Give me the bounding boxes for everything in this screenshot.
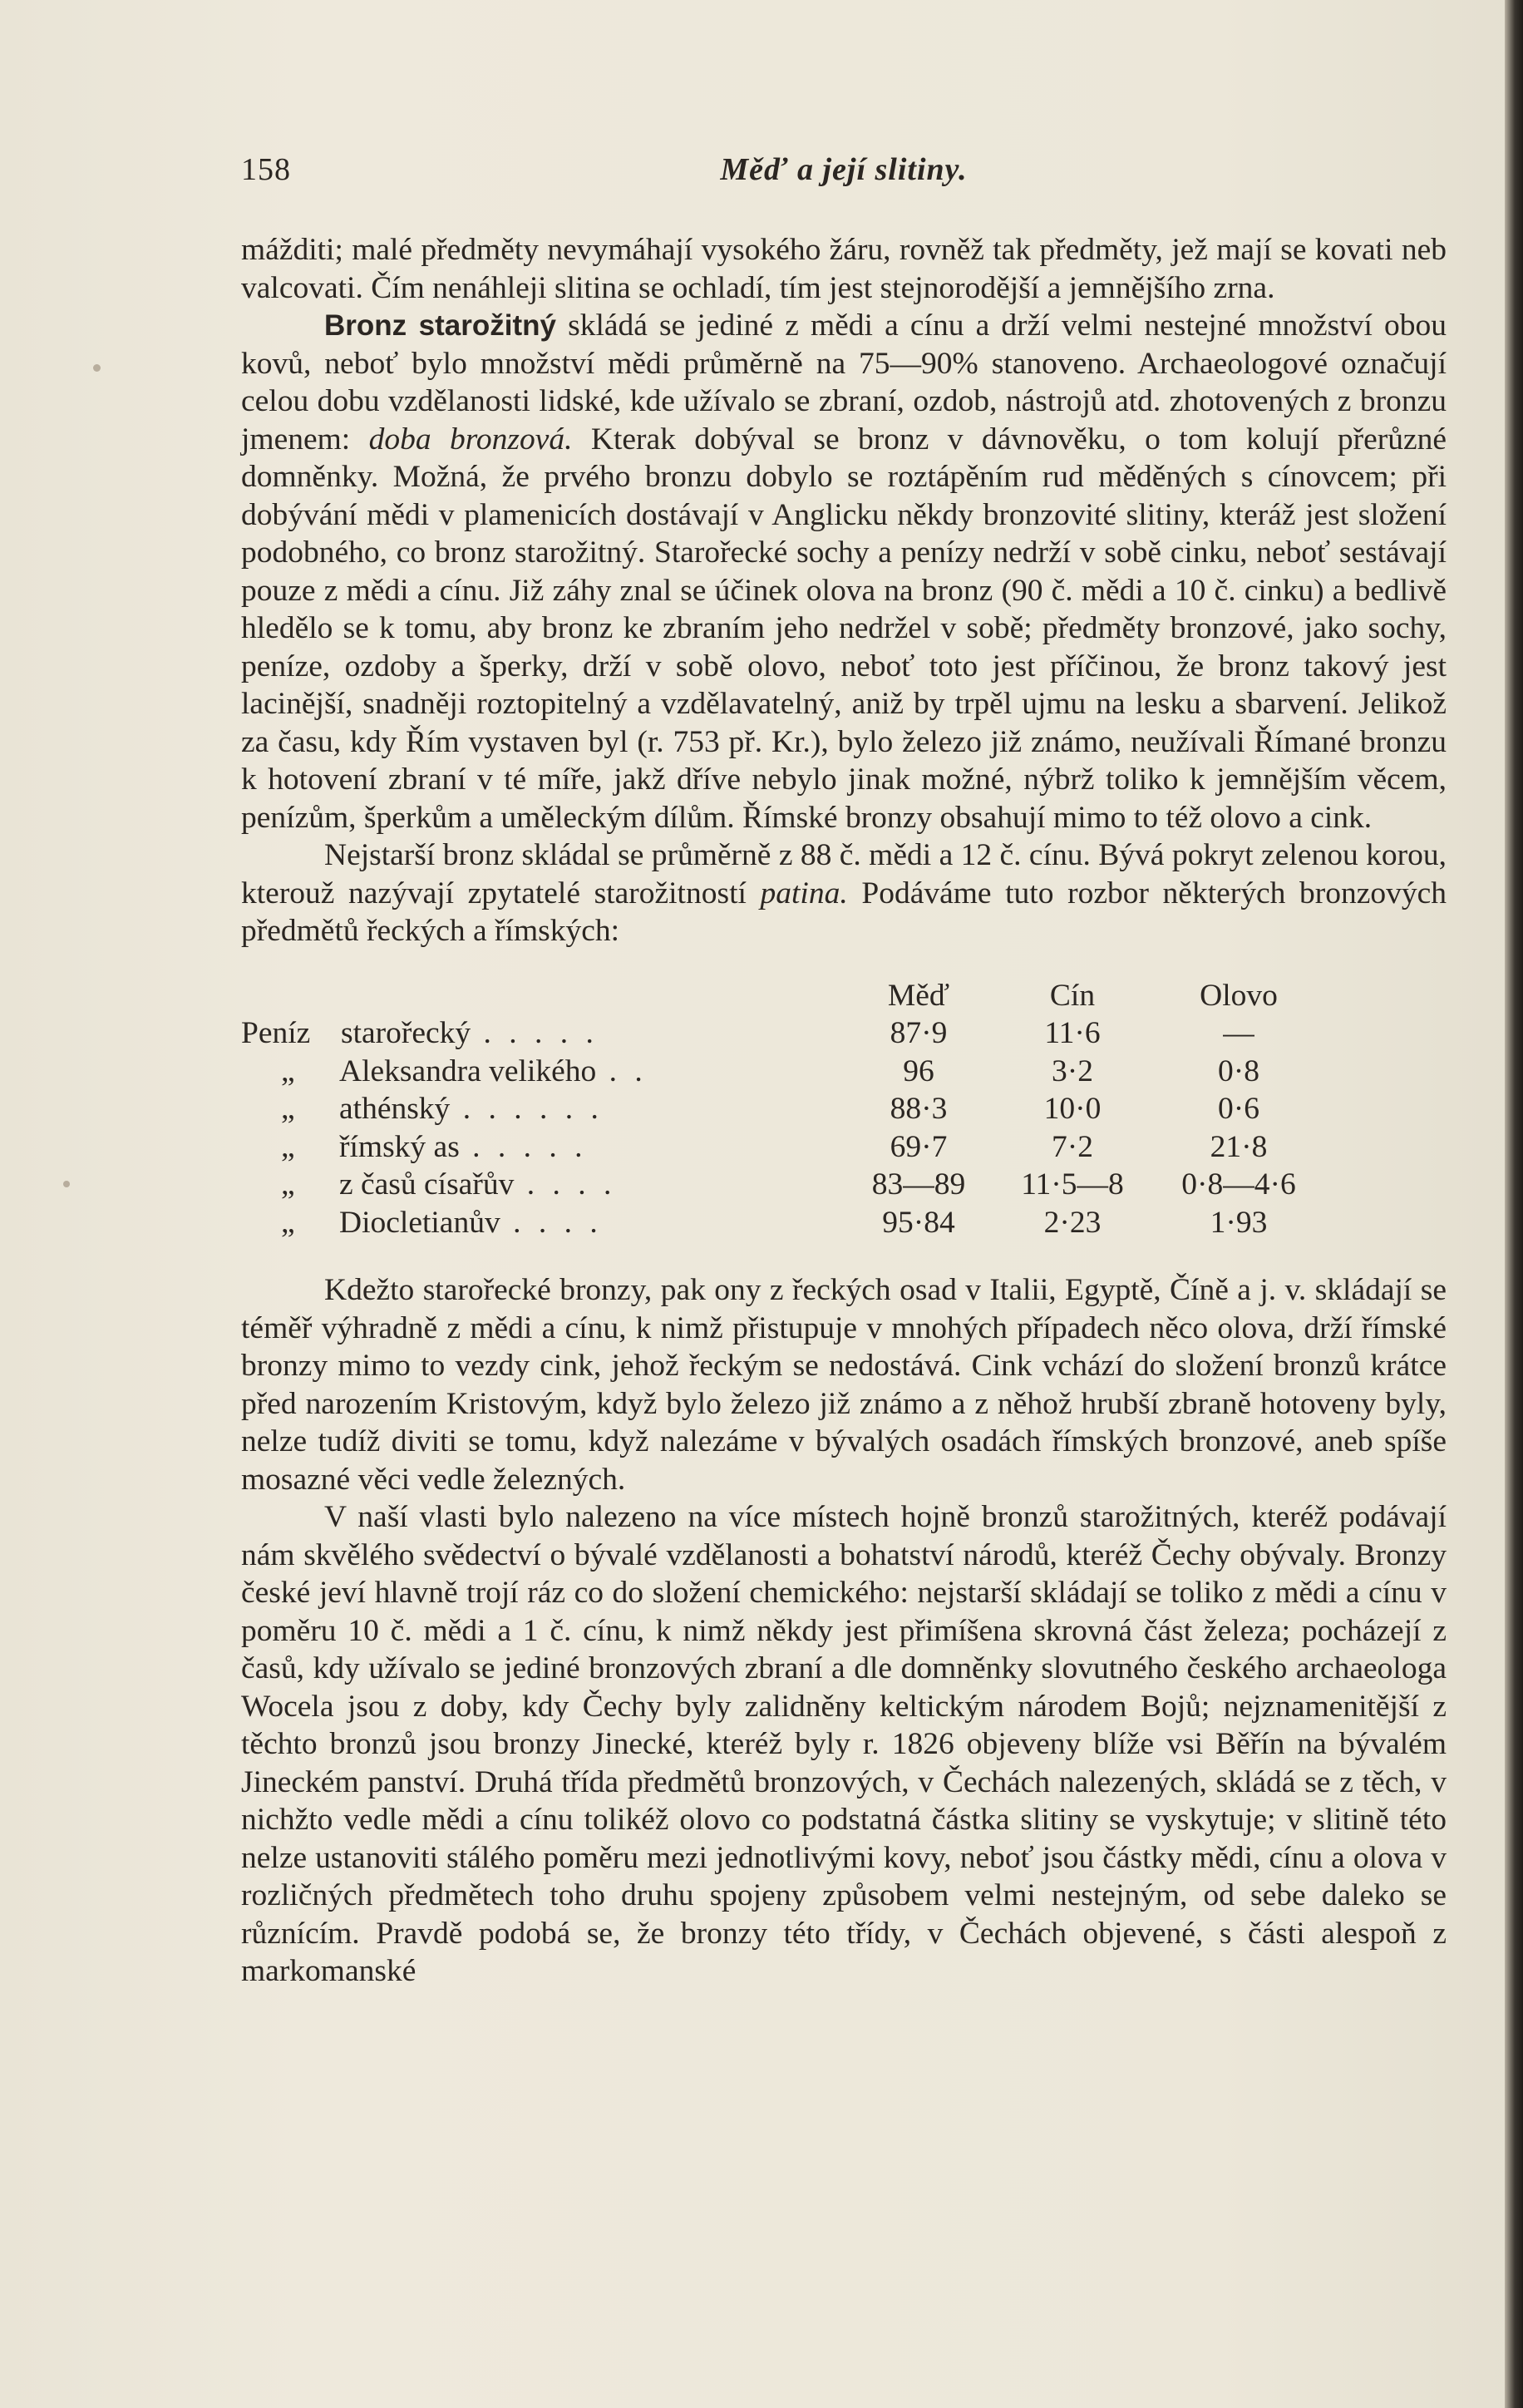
leader-dots: . . . .: [514, 1167, 617, 1202]
cell-tin: 2·23: [1043, 1205, 1102, 1240]
ditto-mark: „: [281, 1054, 295, 1088]
cell-copper: 69·7: [890, 1129, 948, 1164]
cell-lead: —: [1223, 1016, 1254, 1050]
leader-dots: . . . .: [500, 1205, 603, 1240]
cell-lead: 0·8: [1218, 1054, 1259, 1088]
leader-dots: . . . . .: [471, 1016, 599, 1050]
table-header-row: [241, 977, 1322, 1015]
term-bold: Bronz starožitný: [324, 309, 556, 342]
cell-tin: 7·2: [1052, 1129, 1093, 1164]
cell-copper: 88·3: [890, 1092, 948, 1126]
cell-tin: 11·6: [1044, 1016, 1101, 1050]
cell-copper: 87·9: [890, 1016, 948, 1050]
ditto-mark: „: [281, 1092, 295, 1126]
cell-lead: 1·93: [1210, 1205, 1268, 1240]
header-label: [241, 977, 848, 1015]
cell-lead: 21·8: [1210, 1129, 1268, 1164]
paper-blemish: [93, 364, 101, 372]
paragraph-1: mážditi; malé předměty nevymáhají vysokého žáru, rovněž tak předměty, jež mají se kovati neb valcovati. Čím nenáhleji slitina se ochladí, tím jest stejnorodější a jemnějšího zrna.: [241, 233, 1447, 305]
page-number: 158: [241, 152, 291, 187]
table-row: [241, 1014, 1322, 1053]
cell-tin: 10·0: [1043, 1092, 1102, 1126]
header-lead: Olovo: [1200, 978, 1278, 1013]
paragraph-5: V naší vlasti bylo nalezeno na více místech hojně bronzů starožitných, kteréž podávají nám skvělého svědectví o bývalé vzdělanosti a bohatství národů, kteréž Čechy obývaly. Bronzy české jeví hlavně trojí ráz co do složení chemického: nejstarší skládají se toliko z mědi a cínu v poměru 10 č. mědi a 1 č. cínu, k nimž někdy jest přimíšena skrovná část železa; pocházejí z časů, kdy užívalo se jediné bronzových zbraní a dle domněnky slovutného českého archaeologa Wocela jsou z doby, kdy Čechy byly zalidněny keltickým národem Bojů; nejznamenitější z těchto bronzů jsou bronzy Jinecké, kteréž byly r. 1826 objeveny blíže vsi Běřín na bývalém Jineckém panství. Druhá třída předmětů bronzových, v Čechách nalezených, skládá se z těch, v nichžto vedle mědi a cínu tolikéž olovo co podstatná částka slitiny se vyskytuje; v slitině této nelze ustanoviti stálého poměru mezi jednotlivými kovy, neboť jsou částky mědi, cínu a olova v rozličných předmětech toho druhu spojeny způsobem velmi nestejným, od sebe daleko se různícím. Pravdě podobá se, že bronzy této třídy, v Čechách objevené, s části alespoň z markomanské: [241, 1500, 1447, 1988]
table-row: [241, 1128, 1322, 1167]
ditto-mark: „: [281, 1129, 295, 1164]
paragraph-4: Kdežto starořecké bronzy, pak ony z řeckých osad v Italii, Egyptě, Číně a j. v. skládají se téměř výhradně z mědi a cínu, k nimž přistupuje v mnohých případech něco olova, drží římské bronzy mimo to vezdy cink, jehož řeckým se nedostává. Cink vchází do složení bronzů krátce před narozením Kristovým, když bylo železo již známo a z něhož hrubší zbraně hotoveny byly, nelze tudíž diviti se tomu, když nalezáme v bývalých osadách římských bronzové, aneb spíše mosazné věci vedle železných.: [241, 1273, 1447, 1497]
running-title: Měď a její slitiny.: [720, 152, 968, 187]
cell-tin: 11·5—8: [1021, 1167, 1124, 1202]
cell-lead: 0·8—4·6: [1181, 1167, 1296, 1202]
ditto-mark: „: [281, 1205, 295, 1240]
ditto-mark: „: [281, 1167, 295, 1202]
page-edge-shadow: [1505, 0, 1523, 2408]
cell-copper: 96: [903, 1054, 934, 1088]
row-name: Aleksandra velikého: [339, 1054, 597, 1088]
paragraph-2: Bronz starožitný skládá se jediné z mědi a cínu a drží velmi nestejné množství obou kovů, neboť bylo množství mědi průměrně na 75—90% stanoveno. Archaeologové označují celou dobu vzdělanosti lidské, kde užívalo se zbraní, ozdob, nástrojů atd. zhotovených z bronzu jmenem: doba bronzová. Kterak dobýval se bronz v dávnověku, o tom kolují přerůzné domněnky. Možná, že prvého bronzu dobylo se roztápěním rud měděných s cínovcem; při dobývání mědi v plamenicích dostávají v Anglicku někdy bronzovité slitiny, kteráž jest složení podobného, co bronz starožitný. Starořecké sochy a penízy nedrží v sobě cinku, neboť sestávají pouze z mědi a cínu. Již záhy znal se účinek olova na bronz (90 č. mědi a 10 č. cinku) a bedlivě hledělo se k tomu, aby bronz ke zbraním jeho nedržel v sobě; předměty bronzové, jako sochy, peníze, ozdoby a šperky, drží v sobě olovo, neboť toto jest příčinou, že bronz takový jest lacinější, snadněji roztopitelný a vzdělavatelný, aniž by trpěl ujmu na lesku a sbarvení. Jelikož za času, kdy Řím vystaven byl (r. 753 př. Kr.), bylo železo již známo, neužívali Římané bronzu k hotovení zbraní v té míře, jakž dříve nebylo jinak možné, nýbrž toliko k jemnějším věcem, penízům, šperkům a uměleckým dílům. Římské bronzy obsahují mimo to též olovo a cink.: [241, 308, 1447, 835]
header-tin: Cín: [1049, 978, 1096, 1013]
table-row: [241, 1090, 1322, 1128]
table-row: [241, 1053, 1322, 1091]
cell-copper: 83—89: [871, 1167, 966, 1202]
table-row: [241, 1166, 1322, 1204]
cell-copper: 95·84: [882, 1205, 955, 1240]
header-copper: Měď: [887, 978, 950, 1013]
term-italic: doba bronzová.: [368, 422, 573, 456]
row-name: athénský: [339, 1092, 451, 1126]
page-header: [241, 151, 1447, 201]
term-italic: patina.: [760, 876, 848, 910]
leader-dots: . . . . .: [459, 1129, 588, 1164]
row-lead-word: Peníz: [241, 1016, 311, 1050]
table-row: [241, 1204, 1322, 1242]
paragraph-3: Nejstarší bronz skládal se průměrně z 88 č. mědi a 12 č. cínu. Bývá pokryt zelenou korou, kterouž nazývají zpytatelé starožitností patina. Podáváme tuto rozbor některých bronzových předmětů řeckých a římských:: [241, 838, 1447, 948]
cell-tin: 3·2: [1052, 1054, 1093, 1088]
cell-lead: 0·6: [1218, 1092, 1259, 1126]
main-text: [241, 231, 1447, 1991]
paper-blemish: [63, 1181, 70, 1187]
bronze-analysis-table: [241, 977, 1322, 1242]
row-name: starořecký: [341, 1016, 471, 1050]
leader-dots: . .: [596, 1054, 648, 1088]
leader-dots: . . . . . .: [450, 1092, 604, 1126]
row-name: Diocletianův: [339, 1205, 500, 1240]
row-name: z časů císařův: [339, 1167, 515, 1202]
row-name: římský as: [339, 1129, 460, 1164]
